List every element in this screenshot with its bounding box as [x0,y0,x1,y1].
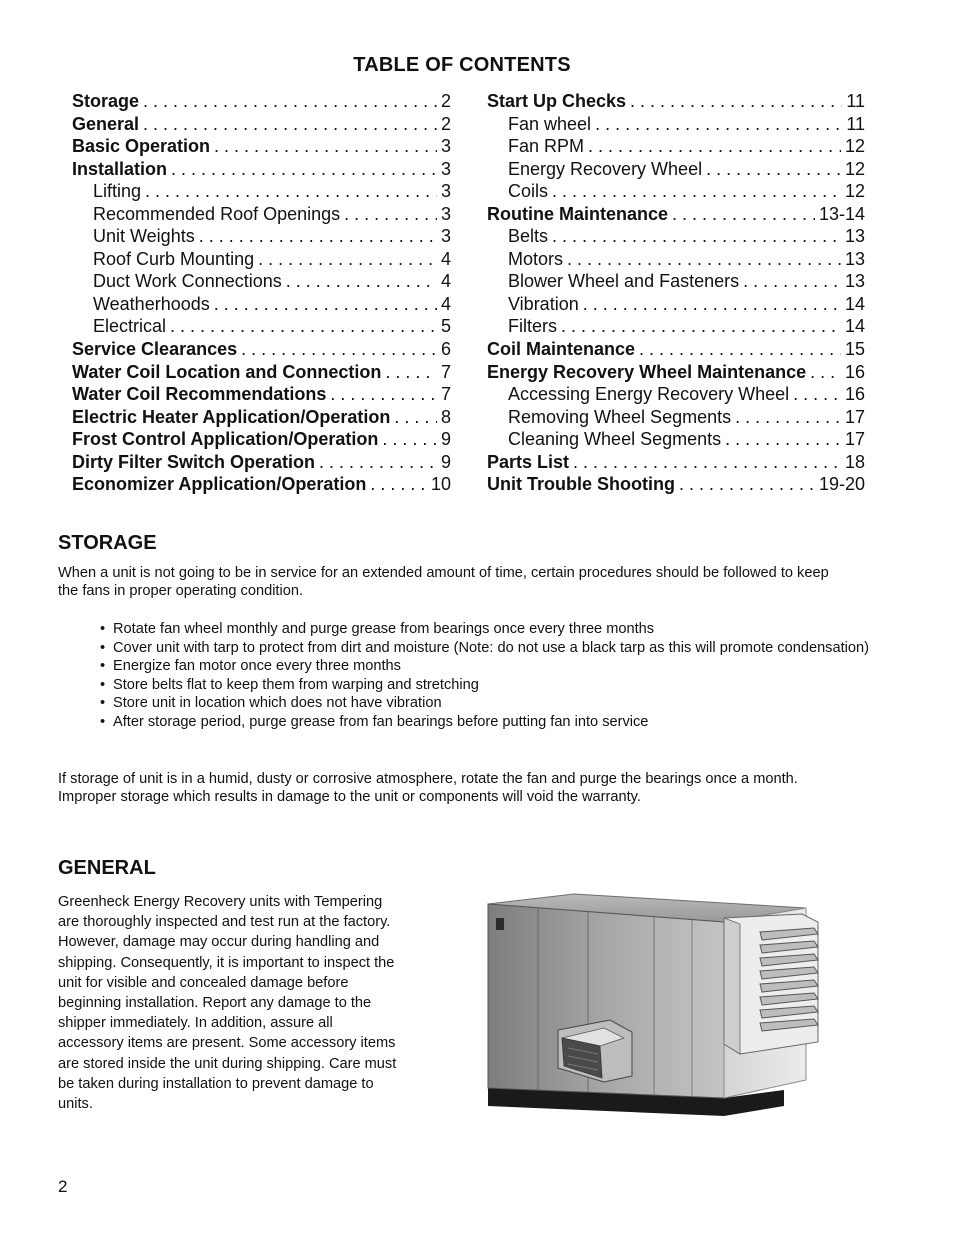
toc-entry [72,203,451,226]
toc-dot-leader [679,473,815,496]
toc-entry-page: 10 [430,474,451,495]
toc-dot-leader [552,225,841,248]
storage-bullet-item: • Cover unit with tarp to protect from dirt and moisture (Note: do not use a black tarp as this will promote condensation) [100,639,880,658]
toc-entry-label: Installation [72,158,168,179]
toc-entry-page: 11 [846,113,865,134]
toc-entry-label: Blower Wheel and Fasteners [508,271,740,292]
general-heading: GENERAL [58,857,156,879]
page-number: 2 [58,1177,68,1196]
toc-entry [72,135,451,158]
toc-entry-page: 17 [844,406,865,427]
toc-dot-leader [630,90,842,113]
toc-dot-leader [385,361,437,384]
toc-entry [72,248,451,271]
toc-entry-label: Service Clearances [72,339,238,360]
storage-bullet-item: • Store belts flat to keep them from warping and stretching [100,676,880,695]
storage-closing: If storage of unit is in a humid, dusty or corrosive atmosphere, rotate the fan and purge the bearings once a month. Improper storage which results in damage to the unit or components will void the warranty. [58,771,798,805]
toc-dot-leader [330,383,437,406]
toc-dot-leader [319,451,437,474]
toc-entry-page: 6 [440,339,451,360]
toc-dot-leader [241,338,437,361]
toc-entry-label: Start Up Checks [487,91,627,111]
toc-entry-page: 9 [440,451,451,472]
toc-dot-leader [588,135,841,158]
toc-dot-leader [171,158,437,181]
toc-dot-leader [573,451,841,474]
toc-entry [487,428,865,451]
toc-entry-page: 13-14 [818,203,865,224]
toc-entry-label: Belts [508,226,549,247]
general-text: Greenheck Energy Recovery units with Tempering are thoroughly inspected and test run at the factory. However, damage may occur during handling and shipping. Consequently, it is important to inspect the unit for visible and concealed damage before beginning installation. Report any damage to the shipper immediately. In addition, assure all accessory items are present. Some accessory items are stored inside the unit during shipping. Care must be taken during installation to prevent damage to units. [58,894,397,1113]
toc-entry [72,180,451,203]
toc-entry [487,90,865,113]
toc-entry-page: 2 [440,113,451,134]
toc-entry-label: Energy Recovery Wheel [508,158,703,179]
toc-dot-leader [143,113,437,136]
toc-entry [72,270,451,293]
toc-entry-label: Storage [72,91,140,111]
toc-entry [487,203,865,226]
toc-dot-leader [743,270,841,293]
toc-entry-label: Filters [508,316,557,337]
toc-dot-leader [561,315,841,338]
toc-entry [72,338,451,361]
toc-entry-label: Accessing Energy Recovery Wheel [508,384,790,405]
toc-entry-label: Weatherhoods [93,293,210,314]
toc-entry [487,451,865,474]
toc-entry-page: 8 [440,406,451,427]
toc-dot-leader [735,406,841,429]
toc-entry [72,406,451,429]
toc-entry-label: Cleaning Wheel Segments [508,429,722,450]
toc-dot-leader [552,180,841,203]
toc-entry [487,270,865,293]
storage-bullet-item: • Store unit in location which does not have vibration [100,694,880,713]
toc-entry [487,293,865,316]
toc-entry-page: 12 [844,181,865,202]
toc-entry-label: Energy Recovery Wheel Maintenance [487,361,807,382]
toc-entry-label: Coils [508,181,549,202]
storage-bullet-item: • Energize fan motor once every three months [100,657,880,676]
storage-heading: STORAGE [58,532,157,554]
toc-entry [487,406,865,429]
toc-entry-label: Lifting [93,181,142,202]
toc-entry [72,90,451,113]
toc-title: TABLE OF CONTENTS [353,54,571,76]
storage-bullet-list [100,620,880,731]
toc-entry-page: 13 [844,226,865,247]
toc-entry [72,428,451,451]
toc-entry-label: Fan wheel [508,113,592,134]
toc-entry-label: Electric Heater Application/Operation [72,406,391,427]
toc-entry-page: 18 [844,451,865,472]
toc-entry-page: 7 [440,361,451,382]
toc-entry-page: 19-20 [818,474,865,495]
toc-entry [72,293,451,316]
toc-entry-page: 3 [440,158,451,179]
energy-recovery-unit-photo [484,892,824,1118]
toc-entry [487,361,865,384]
toc-entry [487,113,865,136]
toc-entry-page: 3 [440,181,451,202]
toc-dot-leader [199,225,437,248]
toc-dot-leader [214,293,437,316]
toc-dot-leader [145,180,437,203]
storage-intro: When a unit is not going to be in service for an extended amount of time, certain procedures should be followed to keep the fans in proper operating condition. [58,565,829,599]
storage-bullet-item: • Rotate fan wheel monthly and purge grease from bearings once every three months [100,620,880,639]
toc-entry-page: 11 [846,91,865,111]
toc-entry-label: Unit Weights [93,226,195,247]
toc-entry-page: 3 [440,203,451,224]
toc-entry-page: 3 [440,136,451,157]
toc-entry-label: Water Coil Location and Connection [72,361,382,382]
toc-entry-label: Unit Trouble Shooting [487,474,675,495]
toc-entry [487,135,865,158]
toc-entry-page: 9 [440,429,451,450]
toc-entry-label: Motors [508,248,564,269]
toc-dot-leader [370,473,427,496]
toc-entry [72,473,451,496]
toc-entry-label: Routine Maintenance [487,203,669,224]
toc-dot-leader [344,203,437,226]
toc-entry-label: Vibration [508,293,579,314]
toc-entry-page: 14 [844,316,865,337]
toc-dot-leader [170,315,437,338]
toc-entry-label: Fan RPM [508,136,585,157]
toc-entry-page: 16 [844,361,865,382]
toc-entry [487,338,865,361]
toc-entry [72,451,451,474]
toc-left-column [72,90,451,496]
toc-entry-page: 13 [844,248,865,269]
toc-entry-label: Basic Operation [72,136,211,157]
toc-entry-label: Frost Control Application/Operation [72,429,379,450]
toc-dot-leader [286,270,437,293]
toc-entry-label: Economizer Application/Operation [72,474,367,495]
storage-bullet-item: • After storage period, purge grease from fan bearings before putting fan into service [100,713,880,732]
toc-entry-label: Duct Work Connections [93,271,282,292]
toc-entry [487,225,865,248]
toc-entry [487,180,865,203]
toc-entry [72,158,451,181]
toc-entry-label: Roof Curb Mounting [93,248,255,269]
toc-right-column [487,90,865,496]
toc-entry [72,361,451,384]
toc-entry-label: General [72,113,140,134]
toc-entry [72,383,451,406]
toc-dot-leader [583,293,841,316]
toc-dot-leader [595,113,842,136]
toc-entry-label: Water Coil Recommendations [72,384,327,405]
toc-entry [487,383,865,406]
toc-entry-page: 3 [440,226,451,247]
toc-entry-label: Coil Maintenance [487,339,636,360]
toc-dot-leader [639,338,841,361]
toc-entry-page: 5 [440,316,451,337]
toc-dot-leader [706,158,841,181]
toc-entry-label: Electrical [93,316,167,337]
toc-entry-label: Dirty Filter Switch Operation [72,451,316,472]
toc-entry-page: 13 [844,271,865,292]
toc-dot-leader [672,203,815,226]
toc-entry [487,248,865,271]
toc-entry [72,315,451,338]
toc-entry-label: Removing Wheel Segments [508,406,732,427]
toc-dot-leader [793,383,841,406]
toc-entry-label: Parts List [487,451,570,472]
toc-entry-page: 2 [440,91,451,111]
toc-entry [72,113,451,136]
toc-entry-page: 4 [440,293,451,314]
toc-dot-leader [382,428,437,451]
toc-entry [487,315,865,338]
toc-dot-leader [394,406,437,429]
toc-entry-page: 12 [844,158,865,179]
toc-dot-leader [258,248,437,271]
toc-dot-leader [143,90,437,113]
toc-entry-page: 12 [844,136,865,157]
toc-dot-leader [214,135,437,158]
toc-entry [487,158,865,181]
toc-entry-label: Recommended Roof Openings [93,203,341,224]
toc-entry-page: 16 [844,384,865,405]
toc-entry-page: 4 [440,248,451,269]
toc-entry-page: 14 [844,293,865,314]
toc-entry-page: 7 [440,384,451,405]
toc-entry-page: 15 [844,339,865,360]
toc-entry [487,473,865,496]
toc-entry-page: 17 [844,429,865,450]
toc-dot-leader [725,428,841,451]
toc-dot-leader [810,361,841,384]
toc-entry-page: 4 [440,271,451,292]
toc-entry [72,225,451,248]
toc-dot-leader [567,248,841,271]
